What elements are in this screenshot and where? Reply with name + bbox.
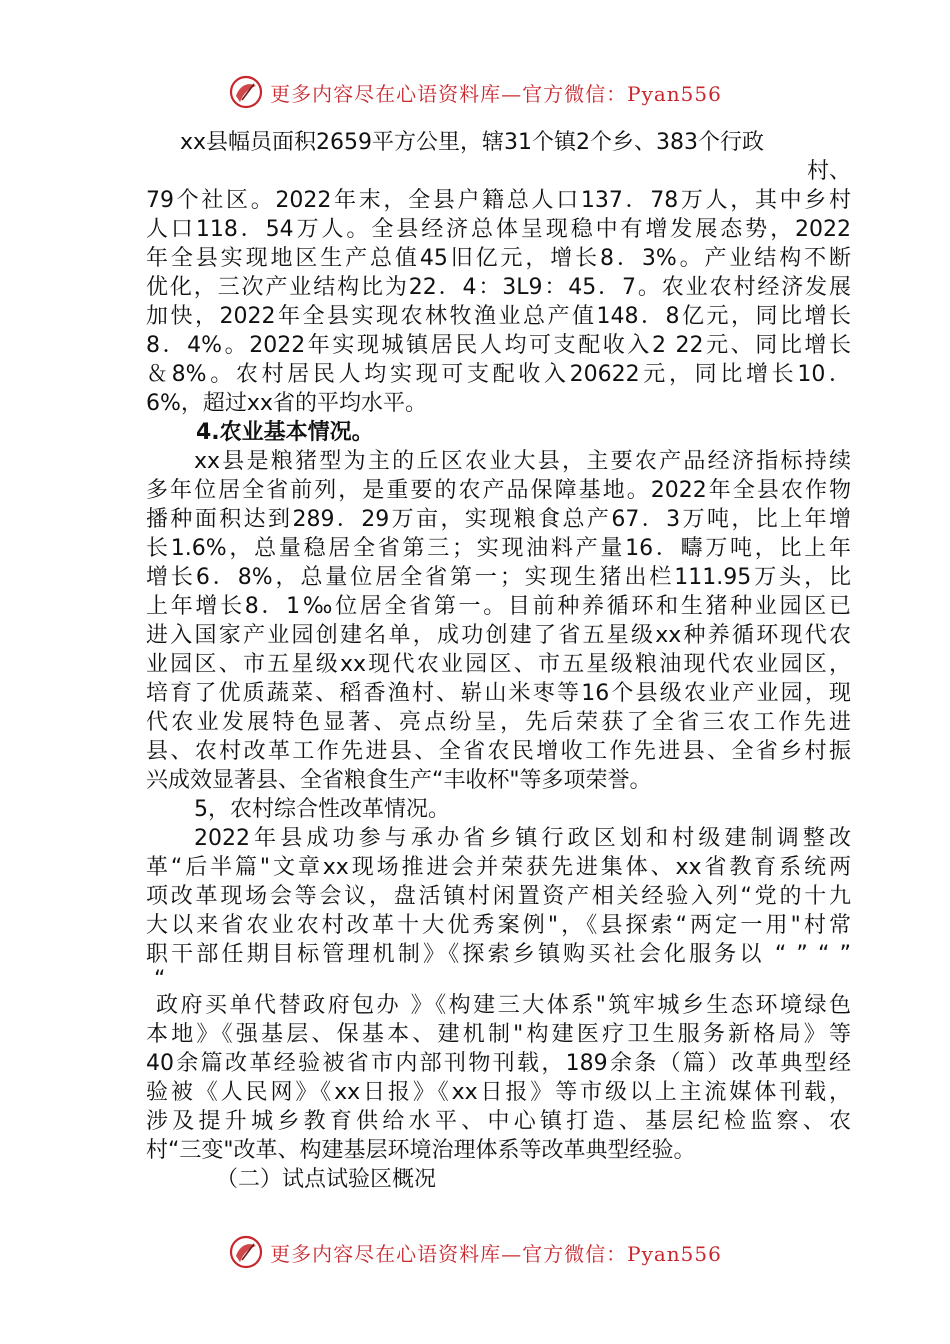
paragraph-line: 县、农村改革工作先进县、全省农民增收工作先进县、全省乡村振 — [146, 739, 851, 764]
paragraph-line: 项改革现场会等会议，盘活镇村闲置资产相关经验入列“党的十九 — [146, 884, 851, 909]
paragraph-line: 村“三变"改革、构建基层环境治理体系等改革典型经验。 — [146, 1138, 696, 1163]
paragraph-line: 本地》《强基层、保基本、建机制"构建医疗卫生服务新格局》等 — [146, 1022, 851, 1047]
watermark-banner-bottom — [0, 1232, 950, 1272]
paragraph-line: 村、 — [806, 159, 851, 184]
paragraph-line: 政府买单代替政府包办 》《构建三大体系"筑牢城乡生态环境绿色 — [156, 993, 851, 1018]
watermark-text: 更多内容尽在心语资料库—官方微信：Pyan556 — [270, 81, 722, 106]
paragraph-line: 培育了优质蔬菜、稻香渔村、崭山米枣等16个县级农业产业园，现 — [146, 681, 851, 706]
paragraph-line: 涉及提升城乡教育供给水平、中心镇打造、基层纪检监察、农 — [146, 1109, 851, 1134]
watermark-logo-icon — [228, 1234, 264, 1270]
paragraph-line: 职干部任期目标管理机制》《探索乡镇购买社会化服务以 “ ” “ ” — [146, 942, 851, 967]
paragraph-line: xx县是粮猪型为主的丘区农业大县，主要农产品经济指标持续 — [194, 449, 851, 474]
watermark-logo-icon — [228, 74, 264, 110]
watermark-banner-top — [0, 72, 950, 112]
section-heading: 5，农村综合性改革情况。 — [194, 797, 450, 822]
document-body — [146, 128, 851, 1194]
paragraph-line: 加快，2022年全县实现农林牧渔业总产值148．8亿元，同比增长 — [146, 304, 851, 329]
paragraph-line: 8．4%。2022年实现城镇居民人均可支配收入2 22元、同比增长 — [146, 333, 851, 358]
paragraph-line: 上年增长8．1‰位居全省第一。目前种养循环和生猪种业园区已 — [146, 594, 851, 619]
paragraph-line: 人口118．54万人。全县经济总体呈现稳中有增发展态势，2022 — [146, 217, 851, 242]
section-heading: （二）试点试验区概况 — [216, 1167, 437, 1192]
paragraph-line: 长1.6%，总量稳居全省第三；实现油料产量16．疇万吨，比上年 — [146, 536, 851, 561]
watermark-text: 更多内容尽在心语资料库—官方微信：Pyan556 — [270, 1241, 722, 1266]
paragraph-line: 革“后半篇"文章xx现场推进会并荣获先进集体、xx省教育系统两 — [146, 855, 851, 880]
paragraph-line: 优化，三次产业结构比为22．4：3L9：45．7。农业农村经济发展 — [146, 275, 851, 300]
paragraph-line: 79个社区。2022年末，全县户籍总人口137．78万人，其中乡村 — [146, 188, 851, 213]
paragraph-line: 6%，超过xx省的平均水平。 — [146, 391, 427, 416]
paragraph-line: 40余篇改革经验被省市内部刊物刊载，189余条（篇）改革典型经 — [146, 1051, 851, 1076]
paragraph-line: 2022年县成功参与承办省乡镇行政区划和村级建制调整改 — [194, 826, 851, 851]
paragraph-line: 年全县实现地区生产总值45旧亿元，增长8．3%。产业结构不断 — [146, 246, 851, 271]
paragraph-line: 播种面积达到289．29万亩，实现粮食总产67．3万吨，比上年增 — [146, 507, 851, 532]
paragraph-line: 大以来省农业农村改革十大优秀案例"，《县探索“两定一用"村常 — [146, 913, 851, 938]
paragraph-line: 多年位居全省前列，是重要的农产品保障基地。2022年全县农作物 — [146, 478, 851, 503]
paragraph-line: 增长6．8%，总量位居全省第一；实现生猪出栏111.95万头，比 — [146, 565, 851, 590]
paragraph-line: 业园区、市五星级xx现代农业园区、市五星级粮油现代农业园区， — [146, 652, 851, 677]
paragraph-line: “ — [154, 967, 166, 992]
paragraph-line: 进入国家产业园创建名单，成功创建了省五星级xx种养循环现代农 — [146, 623, 851, 648]
paragraph-line: 代农业发展特色显著、亮点纷呈，先后荣获了全省三农工作先进 — [146, 710, 851, 735]
section-heading: 4.农业基本情况。 — [196, 420, 374, 445]
paragraph-line: 验被《人民网》《xx日报》《xx日报》等市级以上主流媒体刊载， — [146, 1080, 851, 1105]
paragraph-line: xx县幅员面积2659平方公里，辖31个镇2个乡、383个行政 — [180, 130, 765, 155]
paragraph-line: ＆8%。农村居民人均实现可支配收入20622元，同比增长10． — [146, 362, 851, 387]
paragraph-line: 兴成效显著县、全省粮食生产“丰收杯"等多项荣誉。 — [146, 768, 652, 793]
